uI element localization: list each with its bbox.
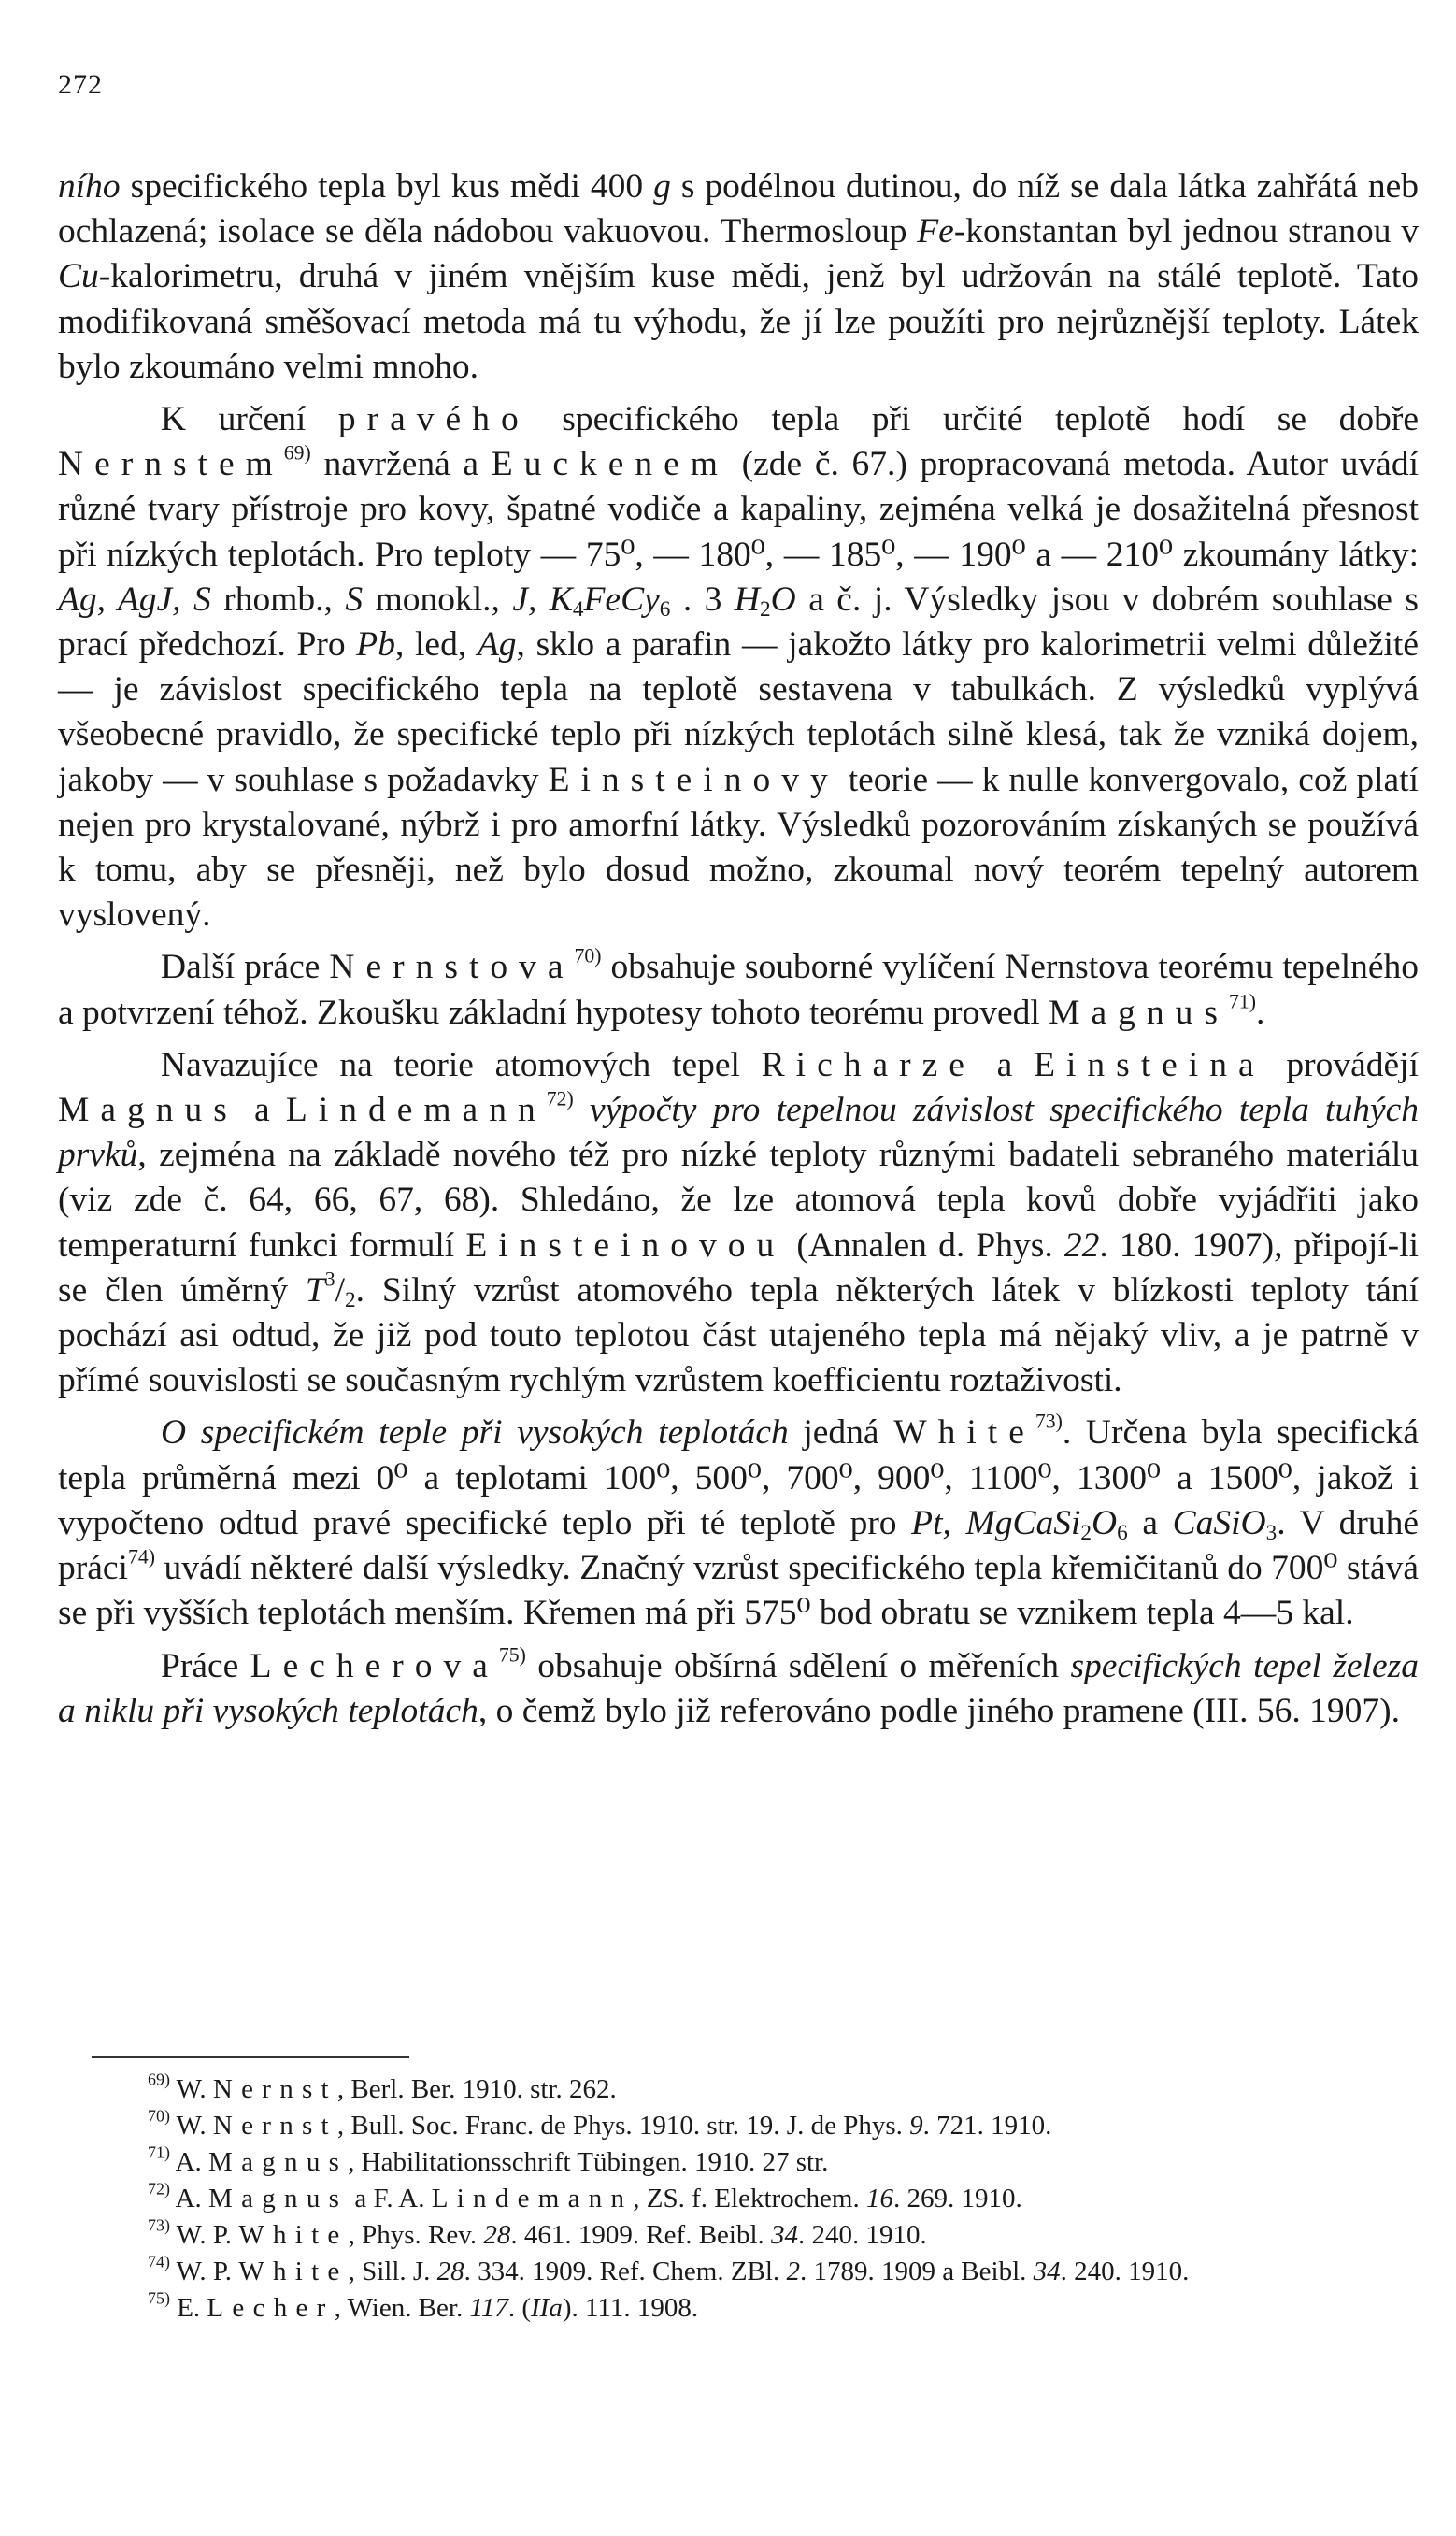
text-run: , Bull. Soc. Franc. de Phys. 1910. str. 19. J. de Phys. [336, 2111, 910, 2141]
text-run: J, K [512, 580, 573, 619]
paragraph [58, 397, 1419, 938]
text-run: Fe [917, 212, 954, 251]
text-run: Lecher [207, 2293, 335, 2323]
text-run: obsahuje souborné vylíčení Nernstova teorému tepelného a potvrzení téhož. Zkoušku základní hypotesy tohoto teorému provedl [58, 948, 1420, 1032]
text-run: Einsteinovy [548, 760, 839, 799]
text-run: Magnus [1049, 993, 1229, 1032]
text-run: Ag [477, 625, 517, 665]
paragraph [58, 1411, 1419, 1636]
text-run: specifického tepla byl kus mědi 400 [120, 167, 654, 206]
text-run: ního [58, 167, 121, 206]
text-run: Lindemann [285, 1091, 547, 1130]
page-number: 272 [58, 69, 103, 100]
text-run: . 180. 1907), připojí-li se člen úměrný [58, 1225, 1420, 1310]
text-run: (zde č. 67.) propracovaná metoda. Autor uvádí různé tvary přístroje pro kovy, špatné vodiče a kapaliny, zejména velká je dosažitelná přesnost při nízkých teplotách. Pro teploty — 75⁰, — 180⁰, — 185⁰, — 190⁰ a — 210⁰ zkoumány látky: [58, 445, 1419, 574]
text-run: Einsteinovou [465, 1225, 786, 1265]
footnotes [50, 2071, 1406, 2327]
footnote-ref: 74) [127, 1545, 155, 1569]
text-run: 16 [865, 2184, 893, 2214]
text-run: White [238, 2257, 349, 2286]
text-run: 4 [572, 596, 584, 622]
text-run: 2 [345, 1287, 356, 1312]
text-run: . Silný vzrůst atomového tepla některých látek v blízkosti teploty tání pochází asi odtud, že již pod touto teplotou část utajeného tepla má nějaký vliv, a je patrně v přímé souvislosti se současným rychlým vzrůstem koefficientu roztaživosti. [58, 1270, 1419, 1400]
footnote-ref: 73) [148, 2215, 170, 2235]
text-run: A. [169, 2147, 209, 2177]
text-run: H [734, 580, 760, 619]
footnote-ref: 71) [1229, 990, 1256, 1013]
text-run [574, 1091, 590, 1129]
text-run: (Annalen d. Phys. [785, 1225, 1064, 1265]
text-run: W. [169, 2111, 213, 2141]
paragraph [58, 165, 1419, 390]
text-run: Einsteina [1034, 1045, 1265, 1084]
footnote-ref: 74) [148, 2252, 170, 2271]
footnote-ref: 72) [148, 2179, 170, 2199]
text-run: , Berl. Ber. 1910. str. 262. [336, 2074, 617, 2104]
text-run: Lindemann [431, 2184, 634, 2214]
text-run: Práce [161, 1646, 250, 1685]
footnote [50, 2217, 1406, 2254]
text-run: Nernstova [329, 948, 575, 987]
text-run: s podélnou dutinou, do níž se dala látka zahřátá neb ochlazená; isolace se děla nádobou vakuovou. Thermosloup [58, 167, 1419, 251]
text-run: White [893, 1413, 1035, 1453]
text-run: 28 [483, 2220, 511, 2250]
text-run: . 721. 1910. [922, 2111, 1052, 2141]
text-run: 9 [909, 2111, 923, 2141]
text-run: W. P. [169, 2220, 239, 2250]
text-run: . 334. 1909. Ref. Chem. ZBl. [464, 2257, 787, 2286]
footnote-ref: 72) [546, 1087, 574, 1110]
text-run: CaSiO [1172, 1503, 1266, 1542]
text-run: 6 [659, 596, 671, 622]
text-run: 2 [1080, 1520, 1092, 1545]
text-run: IIa [531, 2293, 563, 2323]
text-run: , zejména na základě nového též pro nízké teploty různými badateli sebraného materiálu (viz zde č. 64, 66, 67, 68). Shledáno, že lze atomová tepla kovů dobře vyjádřiti jako temperaturní funkci formulí [58, 1136, 1419, 1265]
text-run: A. [169, 2184, 209, 2214]
text-run: Nernst [212, 2111, 337, 2141]
text-run: , o čemž bylo již referováno podle jiného pramene (III. 56. 1907). [478, 1691, 1400, 1730]
text-run: rhomb., [210, 580, 346, 619]
text-run: Euckenem [491, 445, 729, 484]
text-run: W. [169, 2074, 213, 2104]
text-run: a [1127, 1503, 1173, 1542]
text-run: . 461. 1909. Ref. Beibl. [510, 2220, 772, 2250]
footnote-ref: 3 [324, 1268, 335, 1291]
footnote [50, 2254, 1406, 2290]
text-run: . V druhé práci [58, 1503, 1419, 1588]
text-run: . 240. 1910. [798, 2220, 927, 2250]
footnote-ref: 71) [148, 2142, 170, 2162]
text-run: . [1256, 993, 1265, 1032]
text-run: Magnus [208, 2147, 349, 2177]
footnote-ref: 75) [148, 2288, 170, 2308]
text-run: monokl., [363, 580, 513, 619]
text-run: navržená a [310, 445, 492, 484]
text-run: White [238, 2220, 349, 2250]
text-run: -kalorimetru, druhá v jiném vnějším kuse mědi, jenž byl udržován na stálé teplotě. Tato modifikovaná směšovací metoda má tu výhodu, že jí lze použíti pro nejrůznější teploty. Látek bylo zkoumáno velmi mnoho. [58, 257, 1419, 386]
text-run: -konstantan byl jednou stranou v [953, 212, 1419, 251]
text-run: W. P. [169, 2257, 239, 2286]
text-run: / [335, 1270, 345, 1310]
footnote [50, 2181, 1406, 2217]
text-run: a F. A. [348, 2184, 432, 2214]
text-run: T [305, 1270, 325, 1310]
text-run: , sklo a parafin — jakožto látky pro kalorimetrii velmi důležité — je závislost specifického tepla na teplotě sestavena v tabulkách. Z výsledků vyplývá všeobecné pravidlo, že specifické teplo při nízkých teplotách silně klesá, tak že vzniká dojem, jakoby — v souhlase s požadavky [58, 625, 1419, 799]
text-run: specifických tepel železa a niklu při vysokých teplotách [58, 1646, 1419, 1730]
text-run: . Určena byla specifická tepla průměrná mezi 0⁰ a teplotami 100⁰, 500⁰, 700⁰, 900⁰, 1100⁰, 1300⁰ a 1500⁰, jakož i vypočteno odtud pravé specifické teplo při té teplotě pro [58, 1413, 1420, 1542]
text-run: ). 111. 1908. [562, 2293, 699, 2323]
paragraph [58, 1043, 1419, 1404]
text-run: , Habilitationsschrift Tübingen. 1910. 27 str. [348, 2147, 829, 2177]
footnote-ref: 75) [498, 1643, 526, 1667]
text-run: . 1789. 1909 a Beibl. [799, 2257, 1034, 2286]
text-run: Pt, MgCaSi [911, 1503, 1081, 1542]
text-run: FeCy [583, 580, 660, 619]
text-run: . 240. 1910. [1060, 2257, 1190, 2286]
text-run: obsahuje obšírná sdělení o měřeních [525, 1646, 1071, 1685]
text-run: specifického tepla při určité teplotě hodí se dobře [529, 400, 1419, 439]
text-run: Nernst [212, 2074, 337, 2104]
footnote-ref: 70) [574, 945, 602, 968]
text-run: 2 [760, 596, 771, 622]
text-run: . ( [507, 2293, 532, 2323]
text-run: a [975, 1045, 1035, 1084]
text-run: S [345, 580, 364, 619]
text-run: , ZS. f. Elektrochem. [633, 2184, 866, 2214]
text-run: , Phys. Rev. [348, 2220, 484, 2250]
text-run: Ag, AgJ, S [58, 580, 211, 619]
footnote [50, 2108, 1406, 2144]
text-run: Pb [356, 625, 395, 665]
footnote [50, 2071, 1406, 2108]
footnote [50, 2290, 1406, 2327]
text-run: 28 [436, 2257, 464, 2286]
text-run: Další práce [161, 948, 330, 987]
text-run: , led, [394, 625, 478, 665]
text-run: pravého [337, 400, 530, 439]
text-run: Magnus [58, 1091, 238, 1130]
text-run: Cu [58, 257, 99, 296]
body-text [58, 165, 1419, 1741]
text-run: . 269. 1910. [892, 2184, 1022, 2214]
footnote-ref: 73) [1035, 1411, 1063, 1434]
text-run: E. [169, 2293, 207, 2323]
text-run: a č. j. Výsledky jsou v dobrém souhlase s prací předchozí. Pro [58, 580, 1420, 665]
text-run: teorie — k nulle konvergovalo, což platí nejen pro krystalované, nýbrž i pro amorfní látky. Výsledků pozorováním získaných se používá k tomu, aby se přesněji, než bylo dosud možno, zkoumal nový teorém tepelný autorem vyslovený. [58, 760, 1420, 935]
paragraph [58, 945, 1419, 1035]
text-run: 6 [1117, 1520, 1128, 1545]
text-run: O specifickém teple při vysokých teplotách [161, 1413, 789, 1453]
text-run: 3 [1265, 1520, 1278, 1545]
footnote-ref: 69) [148, 2070, 170, 2089]
text-run: provádějí [1264, 1045, 1419, 1084]
text-run: Nernstem [58, 445, 284, 484]
paragraph [58, 1644, 1419, 1734]
text-run: 22 [1063, 1225, 1100, 1265]
text-run: K určení [161, 400, 338, 439]
text-run: , Sill. J. [348, 2257, 437, 2286]
text-run: 34 [1033, 2257, 1061, 2286]
text-run: 117 [469, 2293, 508, 2323]
text-run: O [770, 580, 796, 619]
text-run: Lecherova [250, 1646, 499, 1685]
footnote-ref: 69) [283, 441, 311, 465]
text-run: Navazujíce na teorie atomových tepel [161, 1045, 762, 1084]
text-run: jedná [788, 1413, 894, 1453]
text-run: uvádí některé další výsledky. Značný vzrůst specifického tepla křemičitanů do 700⁰ stává se při vyšších teplotách menším. Křemen má při 575⁰ bod obratu se vznikem tepla 4—5 kal. [58, 1549, 1419, 1633]
text-run: 2 [786, 2257, 800, 2286]
text-run: Magnus [208, 2184, 349, 2214]
text-run: a [237, 1091, 286, 1130]
footnote [50, 2144, 1406, 2181]
text-run: O [1092, 1503, 1118, 1542]
text-run: g [653, 167, 671, 206]
text-run: , Wien. Ber. [334, 2293, 470, 2323]
footnote-divider [92, 2056, 409, 2058]
text-run: . 3 [670, 580, 735, 619]
text-run: Richarze [761, 1045, 976, 1084]
text-run: 34 [771, 2220, 799, 2250]
footnote-ref: 70) [148, 2106, 170, 2126]
text-run: výpočty pro tepelnou závislost specifického tepla tuhých prvků [58, 1091, 1419, 1175]
